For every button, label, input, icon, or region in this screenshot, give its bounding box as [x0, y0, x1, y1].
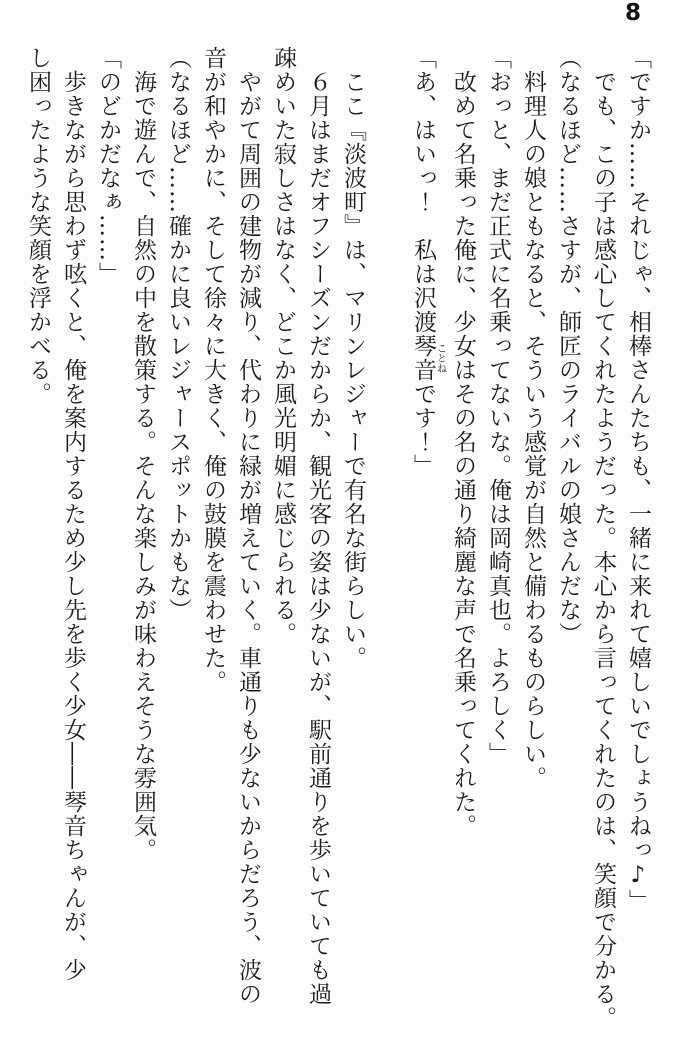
novel-text-area	[20, 46, 655, 1038]
blank-line-separator	[370, 46, 405, 1038]
narration-line: 料理人の娘ともなると、そういう感覚が自然と備わるものらしい。	[520, 70, 546, 790]
narration-line-continuation: し困ったような笑顔を浮かべる。	[25, 46, 51, 406]
narration-line: 海で遊んで、自然の中を散策する。そんな楽しみが味わえそうな雰囲気。	[130, 70, 156, 862]
novel-section-dialogue	[405, 46, 655, 1038]
thought-line: （なるほど……さすが、師匠のライバルの娘さんだな）	[555, 46, 581, 646]
narration-line-continuation: 音が和やかに、そして徐々に大きく、俺の鼓膜を震わせた。	[200, 46, 226, 694]
page-number: 8	[624, 0, 641, 26]
dialogue-line: 「おっと、まだ正式に名乗ってないな。俺は岡崎真也。よろしく」	[485, 46, 511, 766]
thought-line: （なるほど……確かに良いレジャースポットかもな）	[165, 46, 191, 622]
narration-line: ６月はまだオフシーズンだからか、観光客の姿は少ないが、駅前通りを歩いていても過	[305, 70, 331, 1006]
dialogue-line: 「のどかだなぁ……」	[95, 46, 121, 286]
dialogue-line-with-furigana	[405, 46, 445, 1038]
narration-line: 改めて名乗った俺に、少女はその名の通り綺麗な声で名乗ってくれた。	[450, 70, 476, 838]
narration-line: ここ『淡波町』は、マリンレジャーで有名な街らしい。	[340, 70, 366, 670]
dialogue-line: 「ですか……それじゃ、相棒さんたちも、一緒に来れて嬉しいでしょうねっ♪」	[625, 46, 651, 913]
narration-line: 歩きながら思わず呟くと、俺を案内するため少し先を歩く少女――琴音ちゃんが、少	[60, 70, 86, 982]
narration-line-continuation: 疎めいた寂しさはなく、どこか風光明媚に感じられる。	[270, 46, 296, 646]
narration-line: やがて周囲の建物が減り、代わりに緑が増えていく。車通りも少ないからだろう、波の	[235, 70, 261, 1006]
dialogue-text-before: 「あ、はいっ！ 私は沢渡	[410, 46, 436, 334]
narration-line: でも、この子は感心してくれたようだった。本心から言ってくれたのは、笑顔で分かる。	[590, 70, 616, 1030]
novel-section-town	[20, 46, 370, 1038]
furigana-base: 琴音	[410, 334, 436, 382]
furigana-kotone	[410, 334, 446, 382]
furigana-reading: ことね	[434, 334, 446, 382]
dialogue-text-after: です！」	[410, 382, 436, 478]
